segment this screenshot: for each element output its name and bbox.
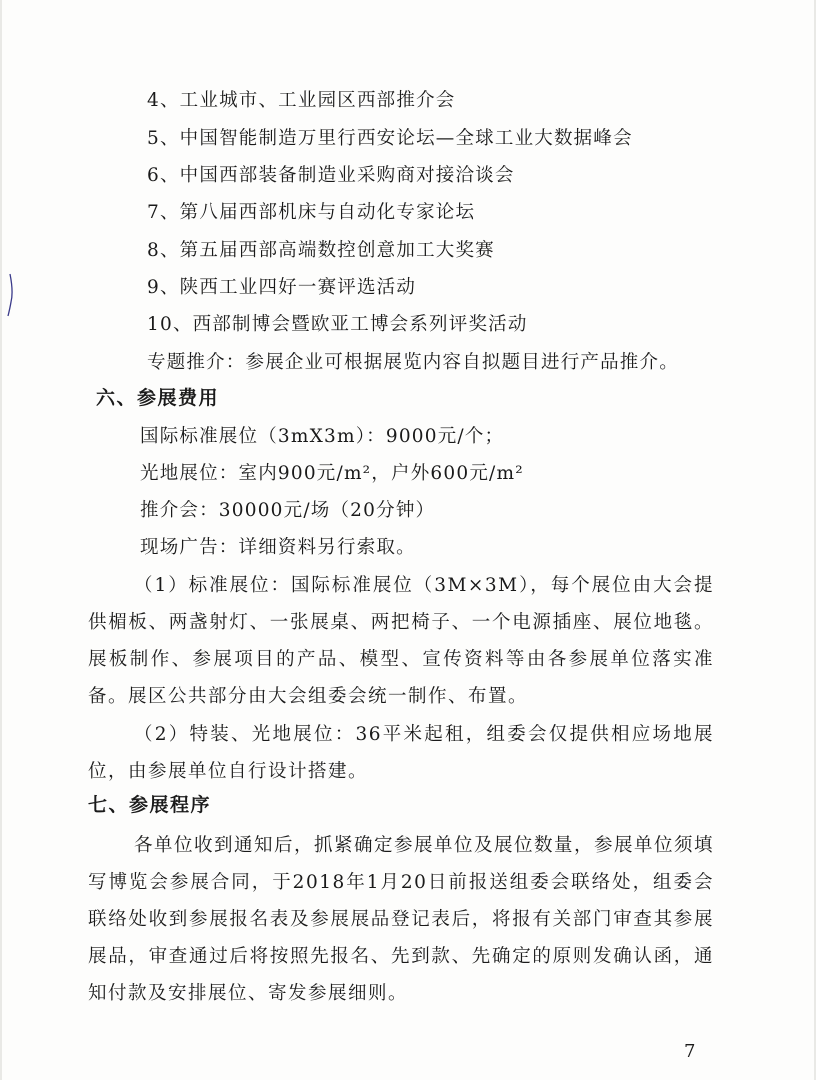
activity-item-4: 4、工业城市、工业园区西部推介会 [147, 90, 456, 111]
procedure-paragraph: 各单位收到通知后，抓紧确定参展单位及展位数量，参展单位须填写博览会参展合同，于2018年1月20日前报送组委会联络处，组委会联络处收到参展报名表及参展展品登记表后，将报有关部门审查其参展展品，审查通过后将按照先报名、先到款、先确定的原则发确认函，通知付款及安排展位、寄发参展细则。 [88, 835, 715, 1004]
standard-booth-paragraph: （1）标准展位：国际标准展位（3M×3M），每个展位由大会提供楣板、两盏射灯、一张展桌、两把椅子、一个电源插座、展位地毯。展板制作、参展项目的产品、模型、宣传资料等由各参展单位落实准备。展区公共部分由大会组委会统一制作、布置。 [88, 575, 714, 707]
activity-item-8: 8、第五届西部高端数控创意加工大奖赛 [147, 240, 495, 261]
activity-item-6: 6、中国西部装备制造业采购商对接洽谈会 [147, 165, 515, 186]
section-6-heading: 六、参展费用 [96, 387, 220, 409]
activity-item-7: 7、第八届西部机床与自动化专家论坛 [147, 202, 476, 223]
special-promo-note: 专题推介：参展企业可根据展览内容自拟题目进行产品推介。 [147, 352, 679, 373]
activity-item-10: 10、西部制博会暨欧亚工博会系列评奖活动 [147, 314, 528, 335]
pen-mark [6, 272, 14, 318]
activity-item-5: 5、中国智能制造万里行西安论坛—全球工业大数据峰会 [147, 128, 633, 149]
scan-edge-left [0, 0, 2, 1080]
fee-advertising: 现场广告：详细资料另行索取。 [140, 537, 416, 558]
section-7-heading: 七、参展程序 [88, 794, 212, 816]
fee-presentation: 推介会：30000元/场（20分钟） [140, 500, 436, 521]
fee-raw-space: 光地展位：室内900元/m²，户外600元/m² [140, 463, 524, 484]
activity-item-9: 9、陕西工业四好一赛评选活动 [147, 277, 417, 298]
special-booth-paragraph: （2）特装、光地展位：36平米起租，组委会仅提供相应场地展位，由参展单位自行设计搭建。 [88, 724, 714, 782]
fee-standard-booth: 国际标准展位（3mX3m）：9000元/个； [140, 426, 505, 447]
page-number: 7 [684, 1041, 696, 1062]
